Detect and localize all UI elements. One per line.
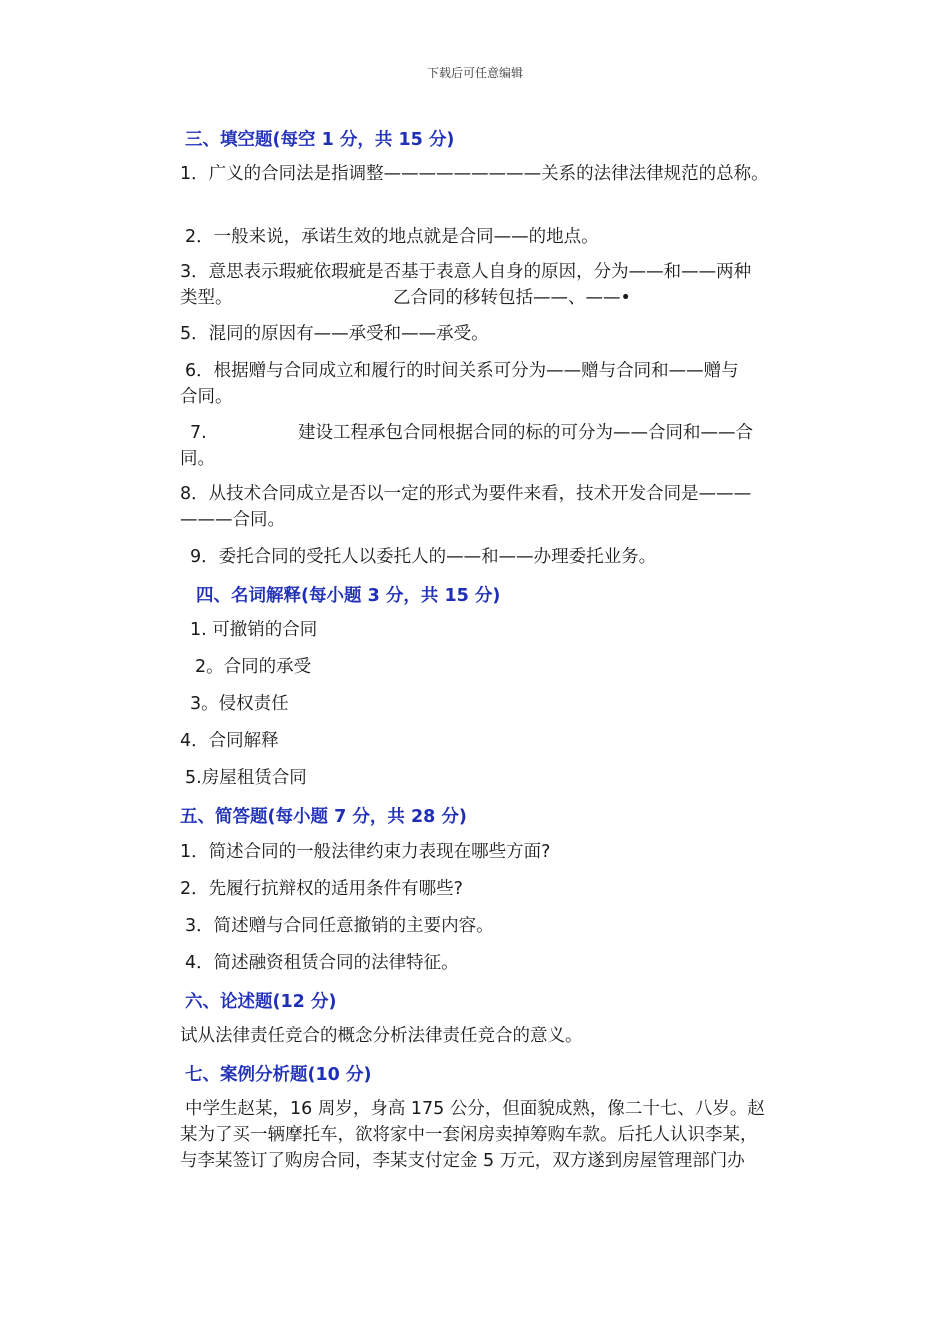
fill-question-2: 2．一般来说，承诺生效的地点就是合同——的地点。 xyxy=(185,227,599,247)
section-title-case-analysis: 七、案例分析题(10 分) xyxy=(185,1065,372,1085)
term-4: 4．合同解释 xyxy=(180,731,279,751)
section-title-short-answer: 五、简答题(每小题 7 分，共 28 分) xyxy=(180,807,467,827)
fill-question-7-line1: 建设工程承包合同根据合同的标的可分为——合同和——合 xyxy=(298,423,753,443)
essay-question: 试从法律责任竞合的概念分析法律责任竞合的意义。 xyxy=(180,1026,583,1046)
fill-question-1: 1．广义的合同法是指调整—————————关系的法律法律规范的总称。 xyxy=(180,164,769,184)
fill-question-5: 5．混同的原因有——承受和——承受。 xyxy=(180,324,489,344)
section-title-essay: 六、论述题(12 分) xyxy=(185,992,337,1012)
fill-question-7-number: 7. xyxy=(190,423,207,443)
short-answer-1: 1．简述合同的一般法律约束力表现在哪些方面? xyxy=(180,842,551,862)
case-paragraph-line1: 中学生赵某，16 周岁，身高 175 公分，但面貌成熟，像二十七、八岁。赵 xyxy=(185,1099,765,1119)
short-answer-4: 4．简述融资租赁合同的法律特征。 xyxy=(185,953,459,973)
fill-question-4: 乙合同的移转包括——、——• xyxy=(393,288,631,308)
short-answer-2: 2．先履行抗辩权的适用条件有哪些? xyxy=(180,879,463,899)
section-title-terms: 四、名词解释(每小题 3 分，共 15 分) xyxy=(196,586,501,606)
term-5: 5.房屋租赁合同 xyxy=(185,768,307,788)
term-1: 1. 可撤销的合同 xyxy=(190,620,318,640)
fill-question-7-line2: 同。 xyxy=(180,449,215,469)
fill-question-8-line1: 8．从技术合同成立是否以一定的形式为要件来看，技术开发合同是——— xyxy=(180,484,752,504)
section-title-fill-in: 三、填空题(每空 1 分，共 15 分) xyxy=(185,130,455,150)
case-paragraph-line3: 与李某签订了购房合同，李某支付定金 5 万元，双方遂到房屋管理部门办 xyxy=(180,1151,745,1171)
fill-question-6-line1: 6．根据赠与合同成立和履行的时间关系可分为——赠与合同和——赠与 xyxy=(185,361,739,381)
fill-question-8-line2: ———合同。 xyxy=(180,510,285,530)
term-3: 3。侵权责任 xyxy=(190,694,289,714)
fill-question-6-line2: 合同。 xyxy=(180,387,233,407)
short-answer-3: 3．简述赠与合同任意撤销的主要内容。 xyxy=(185,916,494,936)
case-paragraph-line2: 某为了买一辆摩托车，欲将家中一套闲房卖掉筹购车款。后托人认识李某， xyxy=(180,1125,758,1145)
fill-question-3-line1: 3．意思表示瑕疵依瑕疵是否基于表意人自身的原因，分为——和——两种 xyxy=(180,262,752,282)
page-header: 下载后可任意编辑 xyxy=(426,66,523,80)
fill-question-9: 9．委托合同的受托人以委托人的——和——办理委托业务。 xyxy=(190,547,657,567)
term-2: 2。合同的承受 xyxy=(195,657,312,677)
fill-question-3-line2: 类型。 xyxy=(180,288,233,308)
